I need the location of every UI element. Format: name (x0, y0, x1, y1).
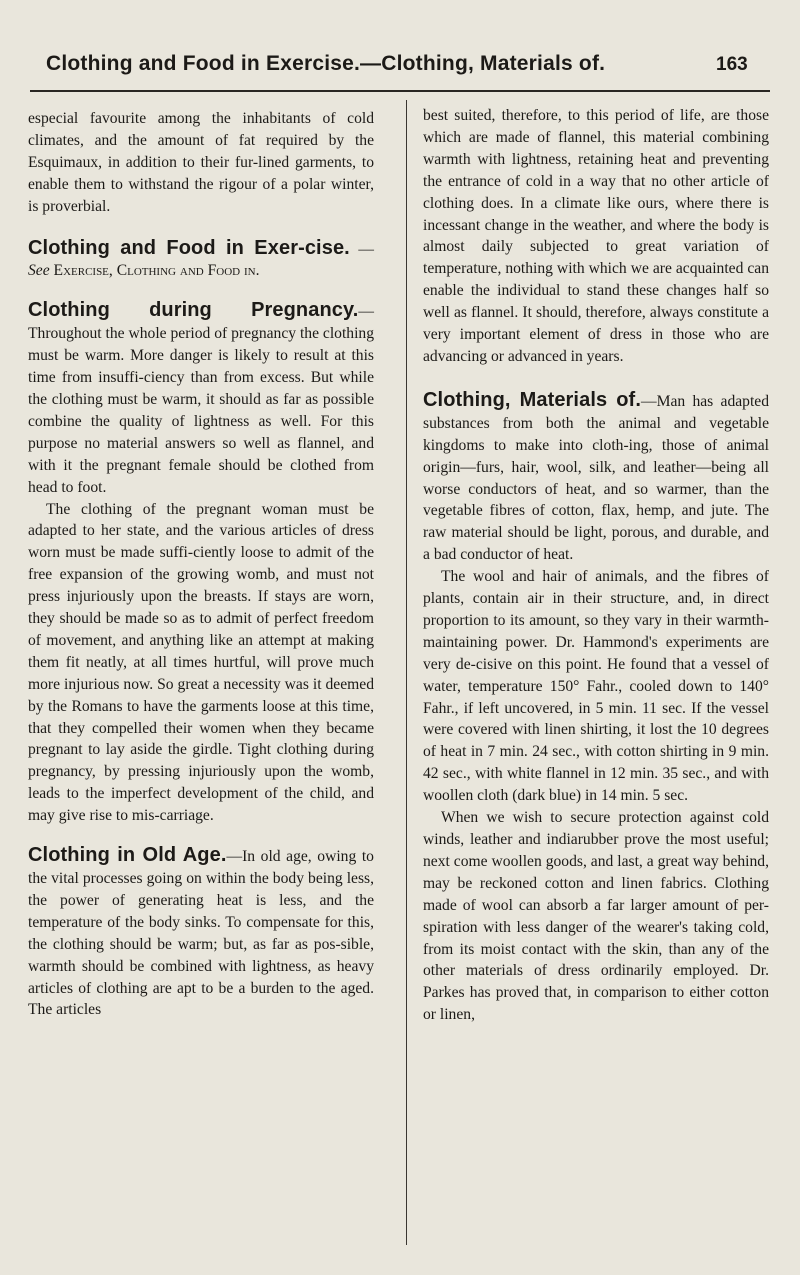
entry-paragraph: The wool and hair of animals, and the fibres of plants, contain air in their structure, and, in direct proportion to its amount, so they vary in their warmth-maintaining power. Dr. Hammond's experiments are very de-cisive on this point. He found that a vessel of water, temperature 150° Fahr., cooled down to 140° Fahr., if left uncovered, in 5 min. 11 sec. If the vessel were covered with linen shirting, it lost the 10 degrees of heat in 7 min. 24 sec., with cotton shirting in 9 min. 42 sec., with white flannel in 12 min. 35 sec., and with woollen cloth (dark blue) in 14 min. 5 sec. (423, 568, 769, 805)
entry-dash: — (358, 303, 374, 321)
entry-paragraph: Throughout the whole period of pregnancy the clothing must be warm. More danger is likely to result at this time from insuffi-ciency than from excess. But while the clothing must be warm, it should as far as possible combine the quality of lightness as well. For this purpose no material answers so well as flannel, and with it the pregnant female should be clothed from head to foot. (28, 325, 375, 496)
running-title: Clothing and Food in Exercise.—Clothing, Materials of. (46, 52, 606, 75)
continuation-paragraph: especial favourite among the inhabitants of cold climates, and the amount of fat required by the Esquimaux, in addition to their fur-lined garments, to enable them to withstand the rigour of a polar winter, is proverbial. (28, 110, 374, 215)
see-label: See (28, 262, 50, 280)
left-column (28, 108, 374, 1021)
entry-dash: — (640, 392, 657, 410)
cross-reference: Exercise, Clothing and Food in. (49, 262, 260, 280)
entry-dash: — (349, 240, 374, 258)
continuation-paragraph: best suited, therefore, to this period of life, are those which are made of flannel, this material combining warmth with lightness, retaining heat and preventing the entrance of cold in a way that no other article of clothing does. In a climate like ours, where there is incessant change in the weather, and where the body is almost daily subjected to great variation of temperature, nothing with which we are acquainted can enable the individual to stand these changes half so well as flannel. It should, therefore, always constitute a very important element of dress in those who are advancing or advanced in years. (423, 107, 769, 365)
header-rule (30, 90, 770, 92)
entry-clothing-old-age (28, 845, 374, 1021)
running-header (0, 0, 800, 100)
entry-clothing-materials (423, 390, 769, 1026)
entry-clothing-food-exercise (28, 238, 374, 283)
entry-clothing-pregnancy (28, 300, 374, 827)
column-divider (406, 100, 407, 1245)
entry-paragraph: Man has adapted substances from both the animal and vegetable kingdoms to make into cloth-ing, those of animal origin—furs, hair, wool, silk, and leather—being all worse conductors of heat, and so warmer, than the vegetable fibres of cotton, flax, hemp, and jute. The raw material should be light, porous, and durable, and a bad conductor of heat. (423, 392, 770, 564)
entry-title: Clothing and Food in Exer-cise. (28, 236, 350, 259)
entry-paragraph: When we wish to secure protection against cold winds, leather and indiarubber prove the most useful; next come woollen goods, and last, a great way behind, may be reckoned cotton and linen fabrics. Clothing made of wool can absorb a far larger amount of per-spiration with less danger of the wearer's taking cold, from its moist contact with the skin, than any of the other materials of dress ordinarily employed. Dr. Parkes has proved that, in comparison to either cotton or linen, (423, 809, 769, 1024)
right-column (423, 105, 769, 1026)
entry-title: Clothing in Old Age. (28, 844, 227, 867)
page-number: 163 (716, 54, 748, 75)
entry-paragraph: The clothing of the pregnant woman must be adapted to her state, and the various articles of dress worn must be made suffi-ciently loose to admit of the free expansion of the growing womb, and must not press injuriously upon the breasts. If stays are worn, they should be made so as to admit of perfect freedom of movement, and anything like an attempt at making them fit neatly, at all times hurtful, will prove much more injurious now. So great a necessity was it deemed by the Romans to have the garments loose at this time, that they compelled their women when they became pregnant to lay aside the girdle. Tight clothing during pregnancy, by pressing injuriously upon the womb, leads to the imperfect development of the child, and may give rise to mis-carriage. (28, 500, 374, 825)
entry-paragraph: In old age, owing to the vital processes going on within the body being less, the power of generating heat is less, and the temperature of the body sinks. To compensate for this, the clothing should be warm; but, as far as pos-sible, warmth should be combined with lightness, as heavy articles of clothing are apt to be a burden to the aged. The articles (28, 848, 374, 1019)
entry-dash: — (226, 848, 243, 866)
entry-title: Clothing during Pregnancy. (28, 299, 359, 322)
entry-title: Clothing, Materials of. (423, 388, 641, 411)
